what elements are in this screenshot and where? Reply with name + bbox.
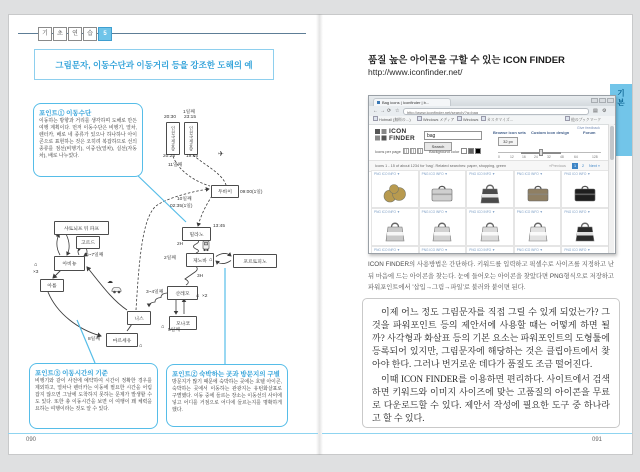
folder-icon bbox=[565, 116, 570, 121]
place-avignon: 아비뇽 bbox=[54, 256, 85, 271]
place-monaco: 모나코 bbox=[169, 316, 197, 330]
place-incheon-departure: 인천국제공항 bbox=[166, 122, 180, 155]
cell-format-links: PNG ICO INFO ▼ bbox=[421, 248, 448, 252]
body-text bbox=[372, 306, 610, 427]
icon-result-cell bbox=[371, 208, 419, 246]
address-bar: http://www.iconfinder.net/search/?q=bag bbox=[403, 108, 589, 115]
bookmark-page-icon bbox=[417, 116, 422, 121]
place-portofino: 포르토피노 bbox=[233, 254, 277, 268]
house-icon: ⌂ bbox=[139, 343, 143, 349]
slider-tick: 64 bbox=[574, 155, 578, 159]
callout-point2 bbox=[166, 364, 288, 427]
cloud-icon: ☁ bbox=[107, 279, 113, 285]
bookmark-item: カスタマイズ… bbox=[481, 116, 513, 124]
house-icon: ⌂ bbox=[34, 262, 38, 268]
other-bookmarks: 他のブックマーク bbox=[565, 116, 601, 124]
bag-icon bbox=[574, 219, 596, 243]
icon-result-cell bbox=[514, 170, 562, 208]
icon-result-cell bbox=[561, 170, 609, 208]
forum-link: Forum bbox=[583, 130, 596, 135]
uturn-chateauneuf-out bbox=[57, 234, 60, 255]
label-dubai-time: 09:00(1일) bbox=[240, 190, 263, 195]
page-menu-icon: ▤ bbox=[593, 108, 598, 114]
result-icon bbox=[515, 216, 561, 245]
car-arles-marseille bbox=[48, 292, 101, 336]
money-bags-icon bbox=[382, 182, 408, 204]
bg-swatch-gray bbox=[468, 148, 474, 154]
icon-result-cell bbox=[466, 170, 514, 208]
place-arles: 아를 bbox=[40, 279, 64, 292]
bookmark-star-icon: ☆ bbox=[395, 108, 400, 114]
cell-format-links: PNG ICO INFO ▼ bbox=[469, 172, 496, 176]
pagination-page2: 2 bbox=[581, 164, 585, 168]
section-title: 품질 높은 아이콘을 구할 수 있는 ICON FINDER bbox=[368, 55, 565, 66]
cell-format-links: PNG ICO INFO ▼ bbox=[421, 172, 448, 176]
result-icon bbox=[420, 216, 466, 245]
iconfinder-logo-text: ICON FINDER bbox=[389, 128, 415, 142]
train-icon bbox=[203, 241, 209, 251]
result-icon bbox=[372, 178, 418, 207]
place-marseille: 마르세유 bbox=[106, 333, 138, 347]
place-sanremo: 산레모 bbox=[167, 286, 198, 300]
cell-format-links: PNG ICO INFO ▼ bbox=[516, 172, 543, 176]
slider-tick: 16 bbox=[522, 155, 526, 159]
cell-format-links: PNG ICO INFO ▼ bbox=[564, 210, 591, 214]
slider-tick: 12 bbox=[510, 155, 514, 159]
cell-format-links: PNG ICO INFO ▼ bbox=[469, 248, 496, 252]
train-genova-sanremo bbox=[185, 265, 197, 285]
place-milano: 밀라노 bbox=[182, 227, 211, 241]
scrollbar-thumb bbox=[610, 126, 614, 160]
label-return-day: 10일째 bbox=[177, 197, 192, 202]
uturn-portofino-out bbox=[216, 253, 231, 256]
place-incheon-arrival: 인천국제공항 bbox=[184, 122, 198, 155]
car-icon bbox=[112, 288, 121, 294]
browser-screenshot bbox=[368, 95, 616, 254]
cell-format-links: PNG ICO INFO ▼ bbox=[516, 248, 543, 252]
pagination-previous: «Previous bbox=[549, 164, 566, 168]
right-footer-rule bbox=[322, 433, 632, 434]
tab-title: Bag icons | Iconfinder | b... bbox=[382, 100, 430, 105]
icon-result-cell bbox=[561, 208, 609, 246]
briefcase-icon bbox=[526, 183, 550, 203]
label-day1: 1일째 bbox=[183, 110, 195, 115]
label-x2: ×2 bbox=[202, 294, 208, 299]
pagination-next: Next » bbox=[589, 164, 600, 168]
bookmarks-bar bbox=[369, 116, 615, 125]
favicon bbox=[377, 101, 380, 104]
result-icon bbox=[372, 216, 418, 245]
chapter-side-tab: 기본 bbox=[610, 84, 632, 156]
bookmark-page-icon bbox=[457, 116, 462, 121]
callout2-title: 포인트② 숙박하는 곳과 방문지의 구별 bbox=[172, 371, 280, 378]
label-arrive-time: 23:15 bbox=[184, 115, 197, 120]
browser-scrollbar bbox=[608, 124, 614, 253]
icon-result-cell bbox=[419, 208, 467, 246]
callout1-body: 이동하는 방향과 거리를 생각하며 도해로 만든 여행 계획이다. 먼저 이동수단은 비행기, 열차, 렌터카, 배로 네 종류가 있으나 하나하나 아이콘으로 표현하는 것은 오히려 복잡하므로 선의 종류를 점선(비행기), 이중선(열차), 실선(자동차), 배로 나누었다. bbox=[39, 119, 137, 159]
cell-format-links: PNG ICO INFO ▼ bbox=[374, 210, 400, 214]
place-genova: 제노바 bbox=[186, 253, 214, 267]
house-icon: ⌂ bbox=[161, 324, 165, 330]
icon-result-cell bbox=[466, 208, 514, 246]
window-maximize-button bbox=[599, 98, 606, 103]
cell-format-links: PNG ICO INFO ▼ bbox=[469, 210, 496, 214]
window-minimize-button bbox=[591, 98, 598, 103]
label-day67: 6~7일째 bbox=[86, 253, 104, 258]
cell-format-links: PNG ICO INFO ▼ bbox=[516, 210, 543, 214]
header-number-box: 5 bbox=[98, 27, 112, 41]
callout-point3 bbox=[29, 363, 158, 429]
bag-icon bbox=[384, 219, 406, 243]
car-avignon-arles bbox=[53, 270, 61, 278]
uturn-portofino-back bbox=[216, 261, 231, 264]
bag-icon bbox=[479, 181, 501, 205]
cell-format-links: PNG ICO INFO ▼ bbox=[564, 172, 591, 176]
callout2-body: 방문지가 많기 때문에 숙박하는 곳에는 호텔 아이콘, 숙박하는 곳에서 이동하는 관광지는 유턴화살표로 구별했다. 이동 중에 들르는 장소는 이동선의 사이에 넣고 어디를 거점으로 어디에 들르는지를 명확하게 했다. bbox=[172, 380, 282, 413]
icon-result-cell bbox=[466, 246, 514, 253]
cell-format-links: PNG ICO INFO ▼ bbox=[564, 248, 591, 252]
left-footer-rule bbox=[8, 433, 318, 434]
result-icon bbox=[562, 178, 608, 207]
place-chateauneuf: 샤토뇌프 뒤 파프 bbox=[54, 221, 109, 235]
slider-tick: 0 bbox=[498, 155, 500, 159]
result-icon bbox=[467, 216, 513, 245]
pagination-page1: 1 bbox=[573, 164, 577, 168]
grid-view-icon bbox=[403, 148, 409, 154]
label-hours-genova-sanremo: 3H bbox=[197, 274, 204, 279]
label-return-time: 02:35(1일) bbox=[170, 204, 193, 209]
briefcase-icon bbox=[430, 183, 454, 203]
header-char-box: 초 bbox=[53, 27, 67, 41]
back-icon: ← bbox=[373, 108, 378, 114]
cell-format-links: PNG ICO INFO ▼ bbox=[374, 248, 400, 252]
browser-tab bbox=[373, 98, 451, 106]
background-color-label: Background color bbox=[429, 149, 460, 154]
header-char-box: 기 bbox=[38, 27, 52, 41]
bookmark-item: Windows bbox=[457, 116, 478, 124]
icon-result-cell bbox=[561, 246, 609, 253]
left-page-number: 090 bbox=[26, 437, 37, 443]
label-depart-time: 20:30 bbox=[164, 115, 177, 120]
uturn-chateauneuf-back bbox=[66, 234, 69, 255]
briefcase-icon bbox=[573, 183, 597, 203]
callout-point1 bbox=[33, 103, 143, 177]
flight-dubai-milano bbox=[198, 196, 212, 226]
custom-icon-design-link: Custom icon design bbox=[531, 130, 570, 135]
plane-icon: ✈ bbox=[218, 151, 224, 158]
search-button: Search bbox=[424, 142, 452, 151]
place-dubai: 두바이 bbox=[211, 185, 239, 198]
bookmark-page-icon bbox=[373, 116, 378, 121]
label-time-2025: 20:25 bbox=[163, 154, 176, 159]
bg-swatch-white bbox=[461, 148, 467, 154]
icon-grid bbox=[371, 170, 609, 253]
label-day2: 2일째 bbox=[164, 256, 176, 261]
window-close-button bbox=[607, 98, 614, 103]
label-milano-time: 13:45 bbox=[213, 224, 226, 229]
search-input bbox=[424, 131, 482, 140]
body-paragraph-1: 이제 어느 정도 그림문자를 직접 그릴 수 있게 되었는가? 그것을 파워포인트 등의 제안서에 사용할 때는 어떻게 하면 될까? 사각형과 화살표 등의 기본 요소는 파워포인트의 도형툴에 등록되어 있지만, 그림문자에 해당하는 것은 클립아트에서 찾아야 한다. 그러나 번거로운 데다가 품질도 조금 떨어진다. bbox=[372, 307, 610, 370]
label-day11: 11일째 bbox=[168, 163, 183, 168]
result-icon bbox=[515, 178, 561, 207]
icon-result-cell bbox=[419, 246, 467, 253]
result-icon bbox=[420, 178, 466, 207]
header-char-box: 습 bbox=[83, 27, 97, 41]
slider-tick: 48 bbox=[560, 155, 564, 159]
uturn-gordes-out bbox=[78, 248, 81, 255]
bg-swatch-black bbox=[475, 148, 481, 154]
results-count-text: Icons 1 - 15 of about 1234 for 'bag'. Related searches: paper, shopping, green bbox=[375, 164, 507, 168]
right-page-number: 091 bbox=[592, 437, 603, 443]
icon-result-cell bbox=[371, 170, 419, 208]
cell-format-links: PNG ICO INFO ▼ bbox=[374, 172, 400, 176]
bookmark-item: Windows メディア bbox=[417, 116, 454, 124]
section-url: http://www.iconfinder.net/ bbox=[368, 67, 463, 77]
label-day34: 3~4일째 bbox=[146, 290, 164, 295]
forward-icon: → bbox=[380, 108, 385, 114]
grid-view-icon bbox=[410, 148, 416, 154]
label-day8: 8일째 bbox=[88, 337, 100, 342]
bookmark-item: Hotmail (無料の…) bbox=[373, 116, 411, 124]
icon-result-cell bbox=[514, 246, 562, 253]
size-display-box: 32 px bbox=[498, 137, 518, 146]
body-paragraph-2: 이때 ICON FINDER를 이용하면 편리하다. 사이트에서 검색하면 키워드와 이미지 사이즈에 맞는 고품질의 아이콘을 무료로 다운로드할 수 있다. 제안서 작성에 필요한 도구 중 하나라고 할 수 있다. bbox=[372, 374, 610, 424]
icon-result-cell bbox=[371, 246, 419, 253]
label-x3: ×3 bbox=[33, 270, 39, 275]
car-nice-avignon bbox=[87, 267, 127, 310]
result-icon bbox=[562, 216, 608, 245]
iconfinder-logo-icon bbox=[375, 129, 387, 142]
figure-caption: ICON FINDER의 사용방법은 간단하다. 키워드를 입력하고 픽셀수로 사이즈를 지정하고 난 뒤 마음에 드는 아이콘을 찾는다. 눈에 들어오는 아이콘을 찾았다면 PNG형식으로 저장하고 파워포인트에서 '삽입→그림→파일'로 불러와 붙이면 된다. bbox=[368, 261, 614, 292]
reload-icon: ⟳ bbox=[387, 108, 392, 114]
give-feedback-link: Give feedback bbox=[577, 126, 600, 130]
bookmark-page-icon bbox=[481, 116, 486, 121]
browse-icon-sets-link: Browse icon sets bbox=[493, 130, 526, 135]
bag-icon bbox=[527, 219, 549, 243]
callout1-title: 포인트① 이동수단 bbox=[39, 110, 92, 117]
place-nice: 니스 bbox=[127, 311, 151, 325]
grid-view-icon bbox=[417, 148, 423, 154]
bag-icon bbox=[431, 219, 453, 243]
icon-result-cell bbox=[419, 170, 467, 208]
train-sanremo-nice bbox=[149, 293, 167, 307]
slider-tick: 32 bbox=[547, 155, 551, 159]
house-icon: ⌂ bbox=[209, 257, 213, 263]
place-gordes: 고르드 bbox=[76, 236, 100, 249]
icons-per-page-label: Icons per page bbox=[375, 149, 401, 154]
callout3-title: 포인트③ 이동시간의 기준 bbox=[35, 370, 108, 377]
slider-tick: 128 bbox=[592, 155, 598, 159]
icon-result-cell bbox=[514, 208, 562, 246]
header-char-box: 연 bbox=[68, 27, 82, 41]
bag-icon bbox=[479, 219, 501, 243]
house-icon: ⌂ bbox=[196, 293, 200, 299]
label-time-1915: 19:15 bbox=[186, 154, 199, 159]
cell-format-links: PNG ICO INFO ▼ bbox=[421, 210, 448, 214]
label-hours-milano-genova: 2H bbox=[177, 242, 184, 247]
example-title-box: 그림문자, 이동수단과 이동거리 등을 강조한 도해의 예 bbox=[34, 49, 274, 80]
label-day5: 5일째 bbox=[168, 328, 180, 333]
tools-icon: ⚙ bbox=[602, 108, 607, 114]
size-slider-handle bbox=[539, 149, 543, 156]
train-milano-genova bbox=[194, 239, 199, 253]
callout3-body: 비행기와 같이 사전에 예약하여 시간이 정확한 경우를 제외하고, 열차나 렌터카는 이동에 필요한 시간을 어림잡지 않으면 그날에 도착하지 못하는 문제가 발생할 수도 있다. 또한 총 이동시간을 보면 이 여행이 꽤 체력을 요하는 여행이라는 것도 알 수 있다. bbox=[35, 379, 152, 412]
slider-tick: 24 bbox=[534, 155, 538, 159]
result-icon bbox=[467, 178, 513, 207]
